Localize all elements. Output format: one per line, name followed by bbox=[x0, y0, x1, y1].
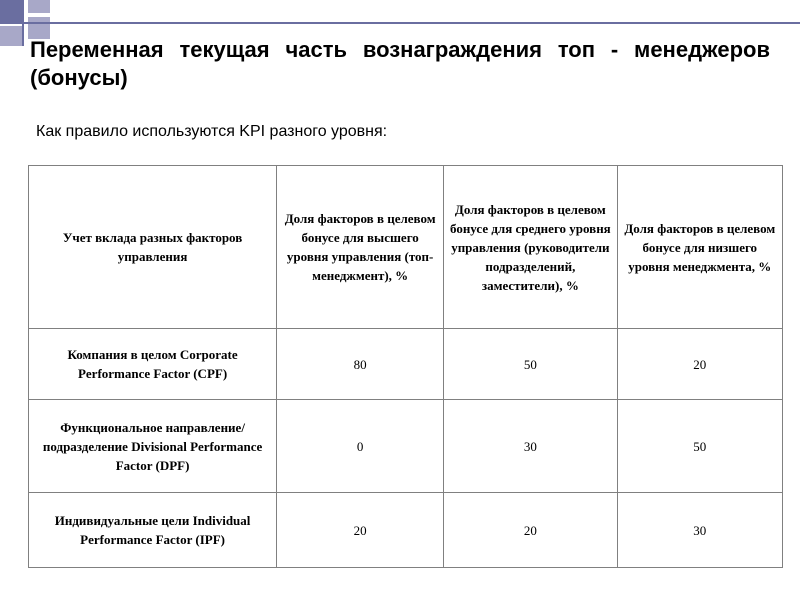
table-row bbox=[29, 329, 783, 400]
cell-top-value: 20 bbox=[277, 493, 444, 568]
header-cell-factors: Учет вклада разных факторов управления bbox=[29, 166, 277, 329]
decor-square bbox=[0, 26, 22, 46]
decor-square bbox=[0, 0, 22, 22]
decor-top-line bbox=[0, 22, 800, 24]
cell-middle-value: 30 bbox=[444, 400, 617, 493]
cell-middle-value: 50 bbox=[444, 329, 617, 400]
table-header-row bbox=[29, 166, 783, 329]
table-row bbox=[29, 493, 783, 568]
decor-square bbox=[28, 0, 50, 13]
kpi-table bbox=[28, 165, 783, 568]
cell-top-value: 80 bbox=[277, 329, 444, 400]
row-label: Индивидуальные цели Individual Performance Factor (IPF) bbox=[29, 493, 277, 568]
slide-title: Переменная текущая часть вознаграждения топ - менеджеров (бонусы) bbox=[30, 37, 770, 90]
row-label: Компания в целом Corporate Performance Factor (CPF) bbox=[29, 329, 277, 400]
row-label: Функциональное направление/подразделение Divisional Performance Factor (DPF) bbox=[29, 400, 277, 493]
cell-top-value: 0 bbox=[277, 400, 444, 493]
cell-low-value: 50 bbox=[617, 400, 782, 493]
decor-vertical-line bbox=[22, 0, 24, 46]
cell-low-value: 30 bbox=[617, 493, 782, 568]
header-cell-top-management: Доля факторов в целевом бонусе для высшего уровня управления (топ-менеджмент), % bbox=[277, 166, 444, 329]
header-cell-middle-management: Доля факторов в целевом бонусе для среднего уровня управления (руководители подразделений, заместители), % bbox=[444, 166, 617, 329]
table-row bbox=[29, 400, 783, 493]
cell-middle-value: 20 bbox=[444, 493, 617, 568]
cell-low-value: 20 bbox=[617, 329, 782, 400]
slide-subtitle: Как правило используются KPI разного уровня: bbox=[36, 123, 388, 140]
header-cell-low-management: Доля факторов в целевом бонусе для низшего уровня менеджмента, % bbox=[617, 166, 782, 329]
